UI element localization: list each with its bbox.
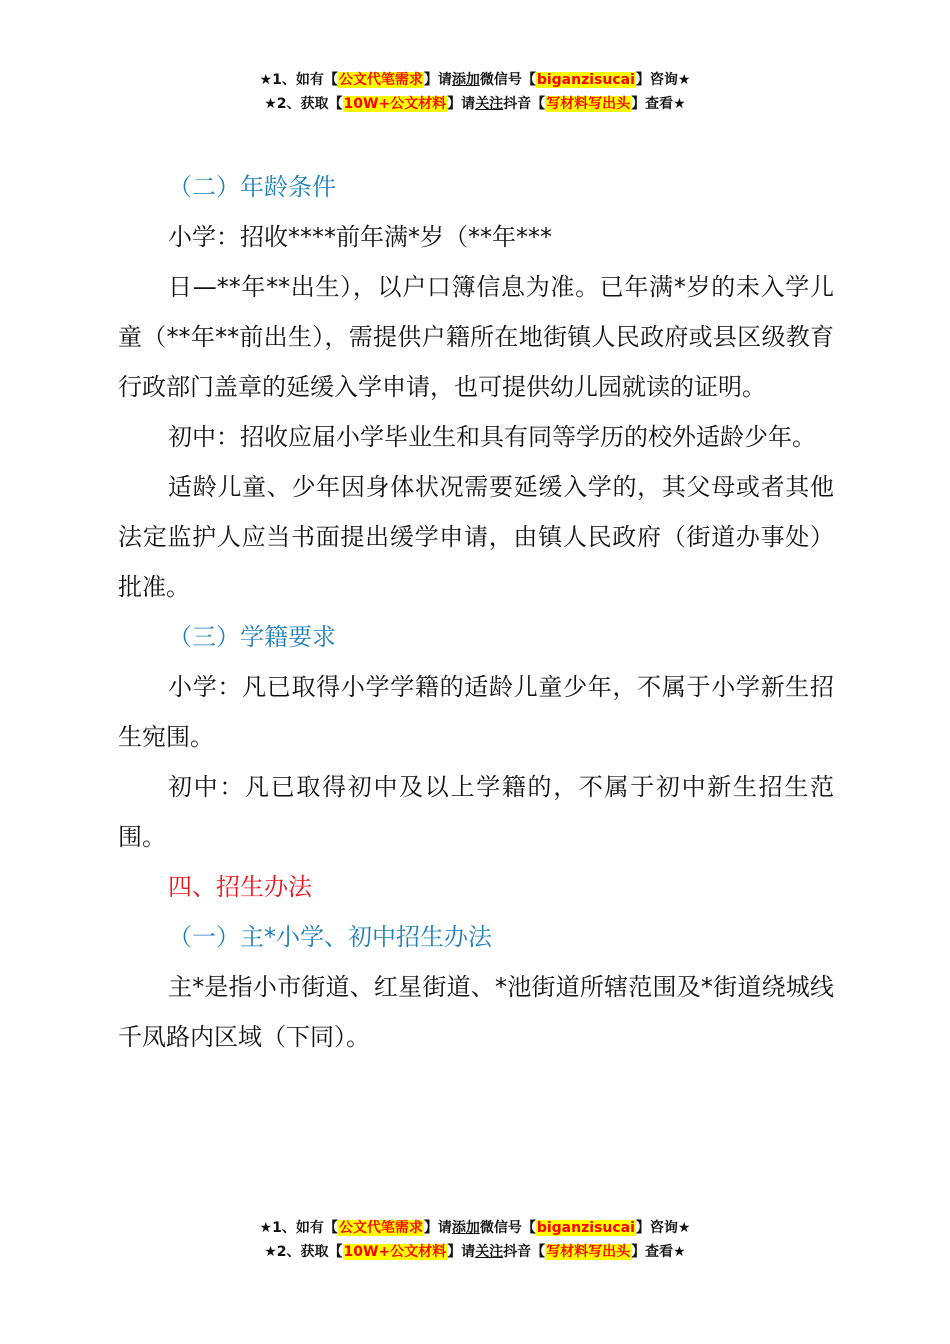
- paragraph-primary-age-line1: 小学：招收****前年满*岁（**年***: [168, 223, 552, 251]
- bottom-banner: [0, 1216, 950, 1264]
- paragraph-middle-status: 初中：凡已取得初中及以上学籍的，不属于初中新生招生范围。: [118, 773, 834, 851]
- paragraph-middle-school-age: 初中：招收应届小学毕业生和具有同等学历的校外适龄少年。: [168, 423, 816, 451]
- banner-highlight: 公文代笔需求: [338, 72, 423, 88]
- banner-highlight: 10W+公文材料: [343, 1244, 447, 1260]
- top-banner: [0, 68, 950, 116]
- paragraph-deferral: 适龄儿童、少年因身体状况需要延缓入学的，其父母或者其他法定监护人应当书面提出缓学申请，由镇人民政府（街道办事处）批准。: [118, 473, 834, 601]
- document-body: [118, 162, 834, 1062]
- banner-line-2: ★2、获取【10W+公文材料】请关注抖音【写材料写出头】查看★: [264, 1244, 686, 1260]
- banner-line-2: ★2、获取【10W+公文材料】请关注抖音【写材料写出头】查看★: [264, 96, 686, 112]
- banner-highlight: biganzisucai: [536, 72, 635, 88]
- banner-line-1: ★1、如有【公文代笔需求】请添加微信号【biganzisucai】咨询★: [259, 72, 691, 88]
- paragraph-primary-age-line2: 日—**年**出生），以户口簿信息为准。已年满*岁的未入学儿童（**年**前出生），需提供户籍所在地街镇人民政府或县区级教育行政部门盖章的延缓入学申请，也可提供幼儿园就读的证明。: [118, 273, 834, 401]
- banner-highlight: 写材料写出头: [546, 1244, 631, 1260]
- paragraph-primary-status: 小学：凡已取得小学学籍的适龄儿童少年，不属于小学新生招生宛围。: [118, 673, 834, 751]
- heading-enrollment-status: （三）学籍要求: [168, 623, 336, 651]
- banner-line-1: ★1、如有【公文代笔需求】请添加微信号【biganzisucai】咨询★: [259, 1220, 691, 1236]
- banner-highlight: 写材料写出头: [546, 96, 631, 112]
- paragraph-main-district-definition: 主*是指小市街道、红星街道、*池街道所辖范围及*街道绕城线千凤路内区域（下同）。: [118, 973, 834, 1051]
- heading-main-district-methods: （一）主*小学、初中招生办法: [168, 923, 492, 951]
- banner-highlight: biganzisucai: [536, 1220, 635, 1236]
- heading-age-requirements: （二）年龄条件: [168, 173, 336, 201]
- banner-highlight: 10W+公文材料: [343, 96, 447, 112]
- heading-admission-methods: 四、招生办法: [168, 873, 312, 901]
- banner-highlight: 公文代笔需求: [338, 1220, 423, 1236]
